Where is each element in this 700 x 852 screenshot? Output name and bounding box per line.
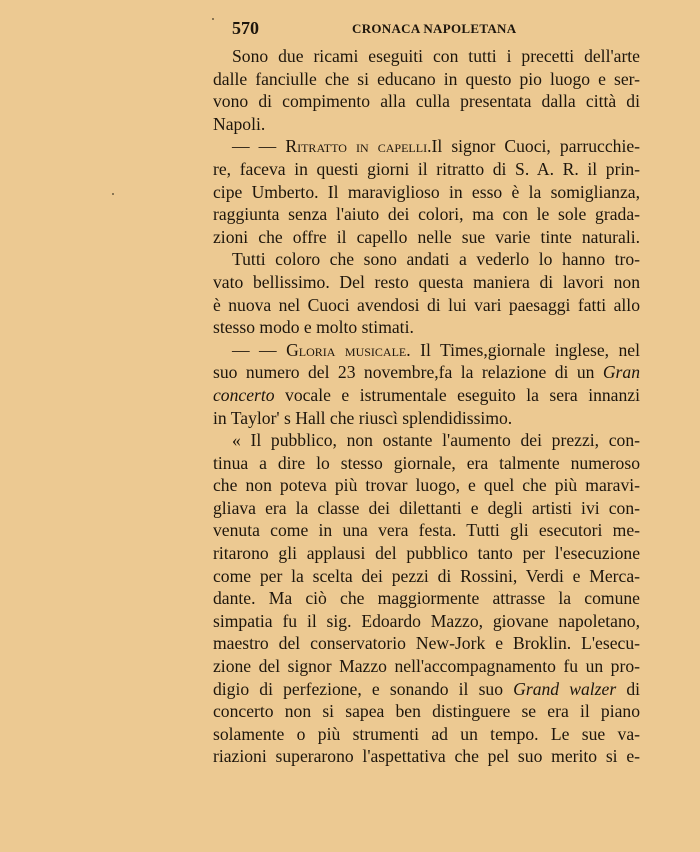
text-line — [213, 542, 640, 565]
text-segment: suo numero del 23 novembre,fa la relazione di un — [213, 362, 603, 383]
text-segment: — — — [232, 339, 287, 360]
text-segment: venuta come in una vera festa. Tutti gli esecutori me- — [213, 520, 640, 541]
text-line — [213, 519, 640, 542]
text-segment: re, faceva in questi giorni il ritratto di S. A. R. il prin- — [213, 158, 640, 179]
text-segment: zione del signor Mazzo nell'accompagnamento fu un pro- — [213, 656, 640, 677]
text-line — [213, 384, 640, 407]
text-line — [213, 723, 640, 746]
text-segment: zioni che offre il capello nelle sue varie tinte naturali. — [213, 226, 640, 247]
text-line — [213, 113, 640, 136]
text-segment: raggiunta senza l'aiuto dei colori, ma con le sole grada- — [213, 204, 640, 225]
text-line — [213, 632, 640, 655]
text-line — [213, 316, 640, 339]
text-line — [213, 700, 640, 723]
text-line — [213, 610, 640, 633]
text-segment: è nuova nel Cuoci avendosi di lui vari paesaggi fatti allo — [213, 294, 640, 315]
text-segment: come per la scelta dei pezzi di Rossini, Verdi e Merca- — [213, 565, 640, 586]
text-line — [213, 294, 640, 317]
scan-speck — [112, 193, 114, 195]
body-text — [213, 45, 640, 768]
text-segment: vato bellissimo. Del resto questa maniera di lavori non — [213, 271, 640, 292]
text-segment: gliava era la classe dei dilettanti e degli artisti ivi con- — [213, 497, 640, 518]
text-line — [213, 135, 640, 158]
text-segment: vono di compimento alla culla presentata dalla città di — [213, 91, 640, 112]
text-segment: vocale e istrumentale eseguito la sera innanzi — [274, 384, 640, 405]
text-line — [213, 452, 640, 475]
text-segment: concerto non si sapea ben distinguere se era il piano — [213, 701, 640, 722]
text-line — [213, 203, 640, 226]
text-segment: riazioni superarono l'aspettativa che pel suo merito si e- — [213, 746, 640, 767]
text-line — [213, 339, 640, 362]
page-number: 570 — [232, 18, 259, 38]
italic-text: Gran — [602, 362, 640, 383]
text-segment: digio di perfezione, e sonando il suo — [213, 678, 514, 699]
text-line — [213, 45, 640, 68]
text-line — [213, 407, 640, 430]
text-line — [213, 361, 640, 384]
text-segment: che non poteva più trovar luogo, e quel che più maravi- — [213, 475, 640, 496]
text-segment: maestro del conservatorio New-Jork e Broklin. L'esecu- — [213, 633, 640, 654]
text-segment: di — [616, 678, 640, 699]
text-segment: .Il signor Cuoci, parrucchie- — [427, 136, 640, 157]
page-header — [232, 18, 642, 42]
text-segment: simpatia fu il sig. Edoardo Mazzo, giovane napoletano, — [213, 610, 640, 631]
text-line — [213, 655, 640, 678]
text-segment: tinua a dire lo stesso giornale, era talmente numeroso — [213, 452, 640, 473]
text-line — [213, 68, 640, 91]
text-segment: in Taylor' s Hall che riuscì splendidissimo. — [213, 407, 513, 428]
text-segment: ritarono gli applausi del pubblico tanto per l'esecuzione — [213, 543, 640, 564]
text-segment: Napoli. — [213, 113, 266, 134]
text-segment: solamente o più strumenti ad un tempo. Le sue va- — [213, 723, 640, 744]
text-line — [213, 90, 640, 113]
text-segment: « Il pubblico, non ostante l'aumento dei prezzi, con- — [232, 430, 640, 451]
text-segment: stesso modo e molto stimati. — [213, 317, 414, 338]
text-segment: . Il Times,giornale inglese, nel — [406, 339, 640, 360]
text-line — [213, 474, 640, 497]
text-line — [213, 678, 640, 701]
italic-text: concerto — [213, 384, 275, 405]
text-segment: Sono due ricami eseguiti con tutti i precetti dell'arte — [232, 46, 640, 66]
text-line — [213, 745, 640, 768]
text-line — [213, 587, 640, 610]
running-title: CRONACA NAPOLETANA — [352, 21, 517, 36]
text-line — [213, 181, 640, 204]
text-segment: Tutti coloro che sono andati a vederlo lo hanno tro- — [232, 249, 640, 270]
text-segment: dante. Ma ciò che maggiormente attrasse la comune — [213, 588, 640, 609]
section-heading: Ritratto in capelli — [285, 136, 428, 157]
text-segment: — — — [232, 136, 286, 157]
text-line — [213, 429, 640, 452]
italic-text: Grand walzer — [513, 678, 617, 699]
section-heading: Gloria musicale — [286, 339, 407, 360]
text-line — [213, 226, 640, 249]
text-line — [213, 158, 640, 181]
scan-speck — [212, 18, 214, 20]
text-segment: dalle fanciulle che si educano in questo pio luogo e ser- — [213, 68, 640, 89]
text-line — [213, 248, 640, 271]
text-line — [213, 565, 640, 588]
text-line — [213, 271, 640, 294]
text-line — [213, 497, 640, 520]
text-segment: cipe Umberto. Il maraviglioso in esso è la somiglianza, — [213, 181, 640, 202]
